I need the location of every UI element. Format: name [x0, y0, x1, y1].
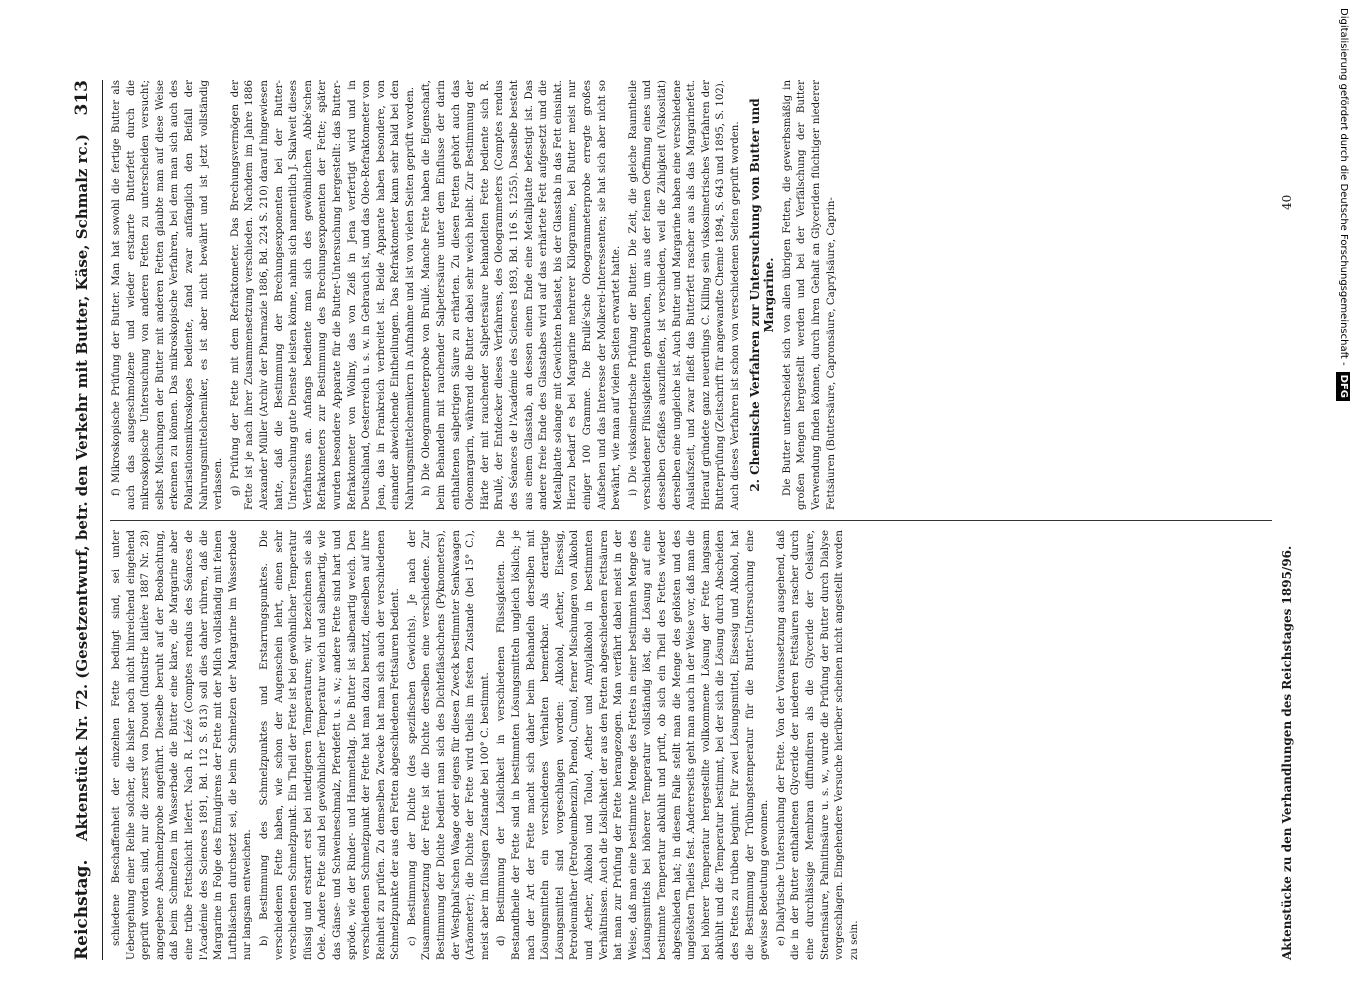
paragraph: Die Butter unterscheidet sich von allen übrigen Fetten, die gewerbsmäßig in großen Mengen hergestellt werden und bei der Verfälschung der Butter Verwendung finden können, durch ihren Gehalt an Glyceriden flüchtiger niederer Fettsäuren (Buttersäure, Capronsäure, Caprylsäure, Caprin-: [781, 80, 837, 510]
header-center: Aktenstück Nr. 72. (Gesetzentwurf, betr. den Verkehr mit Butter, Käse, Schmalz rc.): [73, 133, 91, 842]
funding-text: Digitalisierung gefördert durch die Deutsche Forschungsgemeinschaft -: [1338, 8, 1349, 366]
signature-number: 40: [1280, 194, 1294, 210]
paragraph: b) Bestimmung des Schmelzpunktes und Erstarrungspunktes. Die verschiedenen Fette haben, wie schon der Augenschein lehrt, einen sehr verschiedenen Schmelzpunkt. Ein Theil der Fette ist bei gewöhnlicher Temperatur flüssig und erstarrt erst bei niedrigeren Temperaturen; wir bezeichnen sie als Oele. Andere Fette sind bei gewöhnlicher Temperatur weich und salbenartig, wie das Gänse- und Schweineschmalz, Pferdefett u. s. w.; andere Fette sind hart und spröde, wie der Rinder- und Hammeltalg. Die Butter ist salbenartig weich. Den verschiedenen Schmelzpunkt der Fette hat man dazu benutzt, dieselben auf ihre Reinheit zu prüfen. Zu demselben Zwecke hat man sich auch der verschiedenen Schmelzpunkte der aus den Fetten abgeschiedenen Fettsäuren bedient.: [258, 530, 402, 960]
paragraph: i) Die viskosimetrische Prüfung der Butter. Die Zeit, die gleiche Raumtheile verschiedener Flüssigkeiten gebrauchen, um aus der feinen Oeffnung eines und desselben Gefäßes auszufließen, ist verschieden, weil die Zähigkeit (Viskosität) derselben eine ungleiche ist. Auch Butter und Margarine haben eine verschiedene Auslaufszeit, und zwar fließt das Butterfett rascher aus als das Margarinefett. Hierauf gründete ganz neuerdings C. Killing sein viskosimetrisches Verfahren der Butterprüfung (Zeitschrift für angewandte Chemie 1894, S. 643 und 1895, S. 102). Auch dieses Verfahren ist schon von verschiedenen Seiten geprüft worden.: [627, 80, 741, 510]
paragraph: f) Mikroskopische Prüfung der Butter. Man hat sowohl die fertige Butter als auch das ausgeschmolzene und wieder erstarrte Butterfett durch die mikroskopische Untersuchung von anderen Fetten zu unterscheiden versucht; selbst Mischungen der Butter mit anderen Fetten glaubte man auf diese Weise erkennen zu können. Das mikroskopische Verfahren, bei dem man sich auch des Polarisationsmikroskopes bediente, fand zwar anfänglich den Beifall der Nahrungsmittelchemiker, es ist aber nicht bewährt und ist jetzt vollständig verlassen.: [111, 80, 225, 510]
paragraph: h) Die Oleogrammeterprobe von Brullé. Manche Fette haben die Eigenschaft, beim Behandeln mit rauchender Salpetersäure unter dem Einflusse der darin enthaltenen salpetrigen Säure zu erhärten. Zu diesen Fetten gehört auch das Oleomargarin, während die Butter dabei sehr weich bleibt. Zur Bestimmung der Härte der mit rauchender Salpetersäure behandelten Fette bediente sich R. Brullé, der Entdecker dieses Verfahrens, des Oleogrammeters (Comptes rendus des Séances de l'Académie des Sciences 1893, Bd. 116 S. 1255). Dasselbe besteht aus einem Glasstab, an dessen einem Ende eine Metallplatte befestigt ist. Das andere freie Ende des Glasstabes wird auf das erhärtete Fett aufgesetzt und die Metallplatte solange mit Gewichten belastet, bis der Glasstab in das Fett einsinkt. Hierzu bedarf es bei Margarine mehrerer Kilogramme, bei Butter meist nur einiger 100 Gramme. Die Brullé'sche Oleogrammeterprobe erregte großes Aufsehen und das Interesse der Molkerei-Interessenten; sie hat sich aber nicht so bewährt, wie man auf vielen Seiten erwartet hatte.: [421, 80, 623, 510]
funding-note: [1336, 8, 1350, 548]
dfg-logo: DFG: [1336, 372, 1350, 401]
document-page: [62, 70, 1332, 970]
right-column: [110, 80, 1272, 510]
page-footer: Aktenstücke zu den Verhandlungen des Reichstages 1895/96.: [1280, 545, 1294, 960]
paragraph: d) Bestimmung der Löslichkeit in verschiedenen Flüssigkeiten. Die Bestandtheile der Fette sind in bestimmten Lösungsmitteln ungleich löslich; je nach der Art der Fette macht sich daher beim Behandeln derselben mit Lösungsmitteln ein verschiedenes Verhalten bemerkbar. Als derartige Lösungsmittel sind vorgeschlagen worden: Alkohol, Aether, Eisessig, Petroleumäther (Petroleumbenzin), Phenol, Cumol, ferner Mischungen von Alkohol und Aether, Alkohol und Toluol, Aether und Amylalkohol in bestimmten Verhältnissen. Auch die Löslichkeit der aus den Fetten abgeschiedenen Fettsäuren hat man zur Prüfung der Fette herangezogen. Man verfährt dabei meist in der Weise, daß man eine bestimmte Menge des Fettes in einer bestimmten Menge des Lösungsmittels bei höherer Temperatur vollständig löst, die Lösung auf eine bestimmte Temperatur abkühlt und prüft, ob sich ein Theil des Fettes wieder abgeschieden hat; in diesem Falle stellt man die Menge des gelösten und des ungelösten Theiles fest. Andererseits geht man auch in der Weise vor, daß man die bei höherer Temperatur hergestellte vollkommene Lösung der Fette langsam abkühlt und die Temperatur bestimmt, bei der sich die Lösung durch Abscheiden des Fettes zu trüben beginnt. Für zwei Lösungsmittel, Eisessig und Alkohol, hat die Bestimmung der Trübungstemperatur für die Butter-Untersuchung eine gewisse Bedeutung gewonnen.: [496, 530, 771, 960]
paragraph: c) Bestimmung der Dichte (des spezifischen Gewichts). Je nach der Zusammensetzung der Fette ist die Dichte derselben eine verschiedene. Zur Bestimmung der Dichte bedient man sich des Dichtefläschchens (Pyknometers), der Westphal'schen Waage oder eigens für diesen Zweck bestimmter Senkwaagen (Aräometer); die Dichte der Fette wird theils im festen Zustande (bei 15° C.), meist aber im flüssigen Zustande bei 100° C. bestimmt.: [406, 530, 491, 960]
paragraph: g) Prüfung der Fette mit dem Refraktometer. Das Brechungsvermögen der Fette ist je nach ihrer Zusammensetzung verschieden. Nachdem im Jahre 1886 Alexander Müller (Archiv der Pharmazie 1886, Bd. 224 S. 210) darauf hingewiesen hatte, daß die Bestimmung der Brechungsexponenten bei der Butter-Untersuchung gute Dienste leisten könne, nahm sich namentlich J. Skalweit dieses Verfahrens an. Anfangs bediente man sich des gewöhnlichen Abbé'schen Refraktometers zur Bestimmung des Brechungsexponenten der Fette; später wurden besondere Apparate für die Butter-Untersuchung hergestellt: das Butter-Refraktometer von Wollny, das von Zeiß in Jena verfertigt wird und in Deutschland, Oesterreich u. s. w. in Gebrauch ist, und das Oleo-Refraktometer von Jean, das in Frankreich verbreitet ist. Beide Apparate haben besondere, von einander abweichende Eintheilungen. Das Refraktometer kann sehr bald bei den Nahrungsmittelchemikern in Aufnahme und ist von vielen Seiten geprüft worden.: [229, 80, 416, 510]
paragraph: e) Dialytische Untersuchung der Fette. Von der Voraussetzung ausgehend, daß die in der Butter enthaltenen Glyceride der niederen Fettsäuren rascher durch eine durchlässige Membran diffundiren als die Glyceride der Oelsäure, Stearinsäure, Palmitinsäure u. s. w., wurde die Prüfung der Butter durch Dialyse vorgeschlagen. Eingehendere Versuche hierüber scheinen nicht angestellt worden zu sein.: [775, 530, 860, 960]
column-rule: [110, 520, 1272, 521]
side-note: [1336, 8, 1350, 548]
paragraph: schiedene Beschaffenheit der einzelnen Fette bedingt sind, sei unter Uebergehung einer Reihe solcher, die bisher noch nicht hinreichend eingehend geprüft worden sind, nur die zuerst von Drouot (Industrie laitière 1887 Nr. 28) angegebene Abschmelzprobe angeführt. Dieselbe beruht auf der Beobachtung, daß beim Schmelzen im Wasserbade die Butter eine klare, die Margarine aber eine trübe Fettschicht liefert. Nach R. Lézé (Comptes rendus des Séances de l'Académie des Sciences 1891, Bd. 112 S. 813) soll dies daher rühren, daß die Margarine in Folge des Emulgirens der Fette mit der Milch vollständig mit feinen Luftbläschen durchsetzt sei, die beim Schmelzen der Margarine im Wasserbade nur langsam entweichen.: [111, 530, 254, 960]
header-left: Reichstag.: [72, 859, 92, 960]
header-page-number: 313: [72, 80, 92, 116]
page-header: [62, 80, 103, 960]
left-column: [110, 530, 1272, 960]
rotated-page: [62, 70, 1332, 970]
section-heading: 2. Chemische Verfahren zur Untersuchung von Butter und Margarine.: [747, 98, 777, 492]
